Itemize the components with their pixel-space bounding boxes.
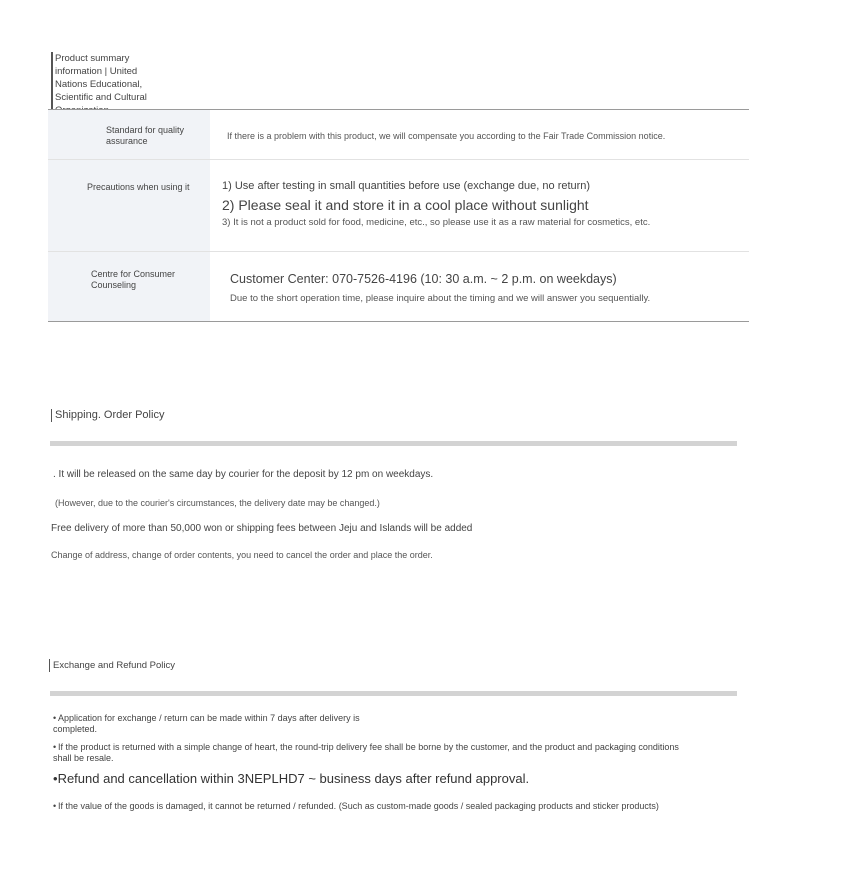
bullet-icon: • xyxy=(53,771,58,786)
quality-assurance-row xyxy=(48,110,749,159)
shipping-divider xyxy=(50,441,737,446)
exchange-item: • Application for exchange / return can be made within 7 days after delivery is completed. xyxy=(53,713,360,734)
shipping-line: Free delivery of more than 50,000 won or shipping fees between Jeju and Islands will be added xyxy=(51,523,473,534)
shipping-line: Change of address, change of order contents, you need to cancel the order and place the order. xyxy=(51,550,433,560)
product-summary-title: Product summary information | United Nations Educational, Scientific and Cultural xyxy=(51,52,167,117)
customer-center-note: Due to the short operation time, please inquire about the timing and we will answer you sequentially. xyxy=(230,292,651,304)
exchange-policy-title: Exchange and Refund Policy xyxy=(49,659,175,672)
exchange-item: • If the value of the goods is damaged, it cannot be returned / refunded. (Such as custom-made goods / sealed packaging products and sticker products) xyxy=(53,801,659,811)
consumer-counseling-label: Centre for Consumer Counseling xyxy=(48,251,210,321)
consumer-counseling-content xyxy=(210,251,749,321)
exchange-item: •Refund and cancellation within 3NEPLHD7 ~ business days after refund approval. xyxy=(53,771,530,786)
precaution-item: 3) It is not a product sold for food, medicine, etc., so please use it as a raw material for cosmetics, etc. xyxy=(222,216,651,228)
bullet-icon: • xyxy=(53,713,57,723)
bullet-icon: • xyxy=(53,801,57,811)
precautions-row xyxy=(48,159,749,251)
quality-assurance-text: If there is a problem with this product, we will compensate you according to the Fair Trade Commission notice. xyxy=(227,131,666,141)
shipping-policy-title: Shipping. Order Policy xyxy=(51,409,164,422)
shipping-line: . It will be released on the same day by courier for the deposit by 12 pm on weekdays. xyxy=(53,469,434,480)
customer-center-hours: Customer Center: 070-7526-4196 (10: 30 a.m. ~ 2 p.m. on weekdays) xyxy=(230,271,617,286)
exchange-item: • If the product is returned with a simple change of heart, the round-trip delivery fee shall be borne by the customer, and the product and packaging conditions shall be resale. xyxy=(53,742,679,763)
consumer-counseling-row xyxy=(48,251,749,321)
precaution-item: 1) Use after testing in small quantities before use (exchange due, no return) xyxy=(222,179,591,192)
product-info-table xyxy=(48,110,749,322)
bullet-icon: • xyxy=(53,742,57,752)
exchange-divider xyxy=(50,691,737,696)
precautions-label: Precautions when using it xyxy=(48,159,210,251)
shipping-line: (However, due to the courier's circumstances, the delivery date may be changed.) xyxy=(55,498,380,508)
precautions-content xyxy=(210,159,749,251)
quality-assurance-label: Standard for quality assurance xyxy=(48,110,210,159)
precaution-item: 2) Please seal it and store it in a cool place without sunlight xyxy=(222,196,589,213)
